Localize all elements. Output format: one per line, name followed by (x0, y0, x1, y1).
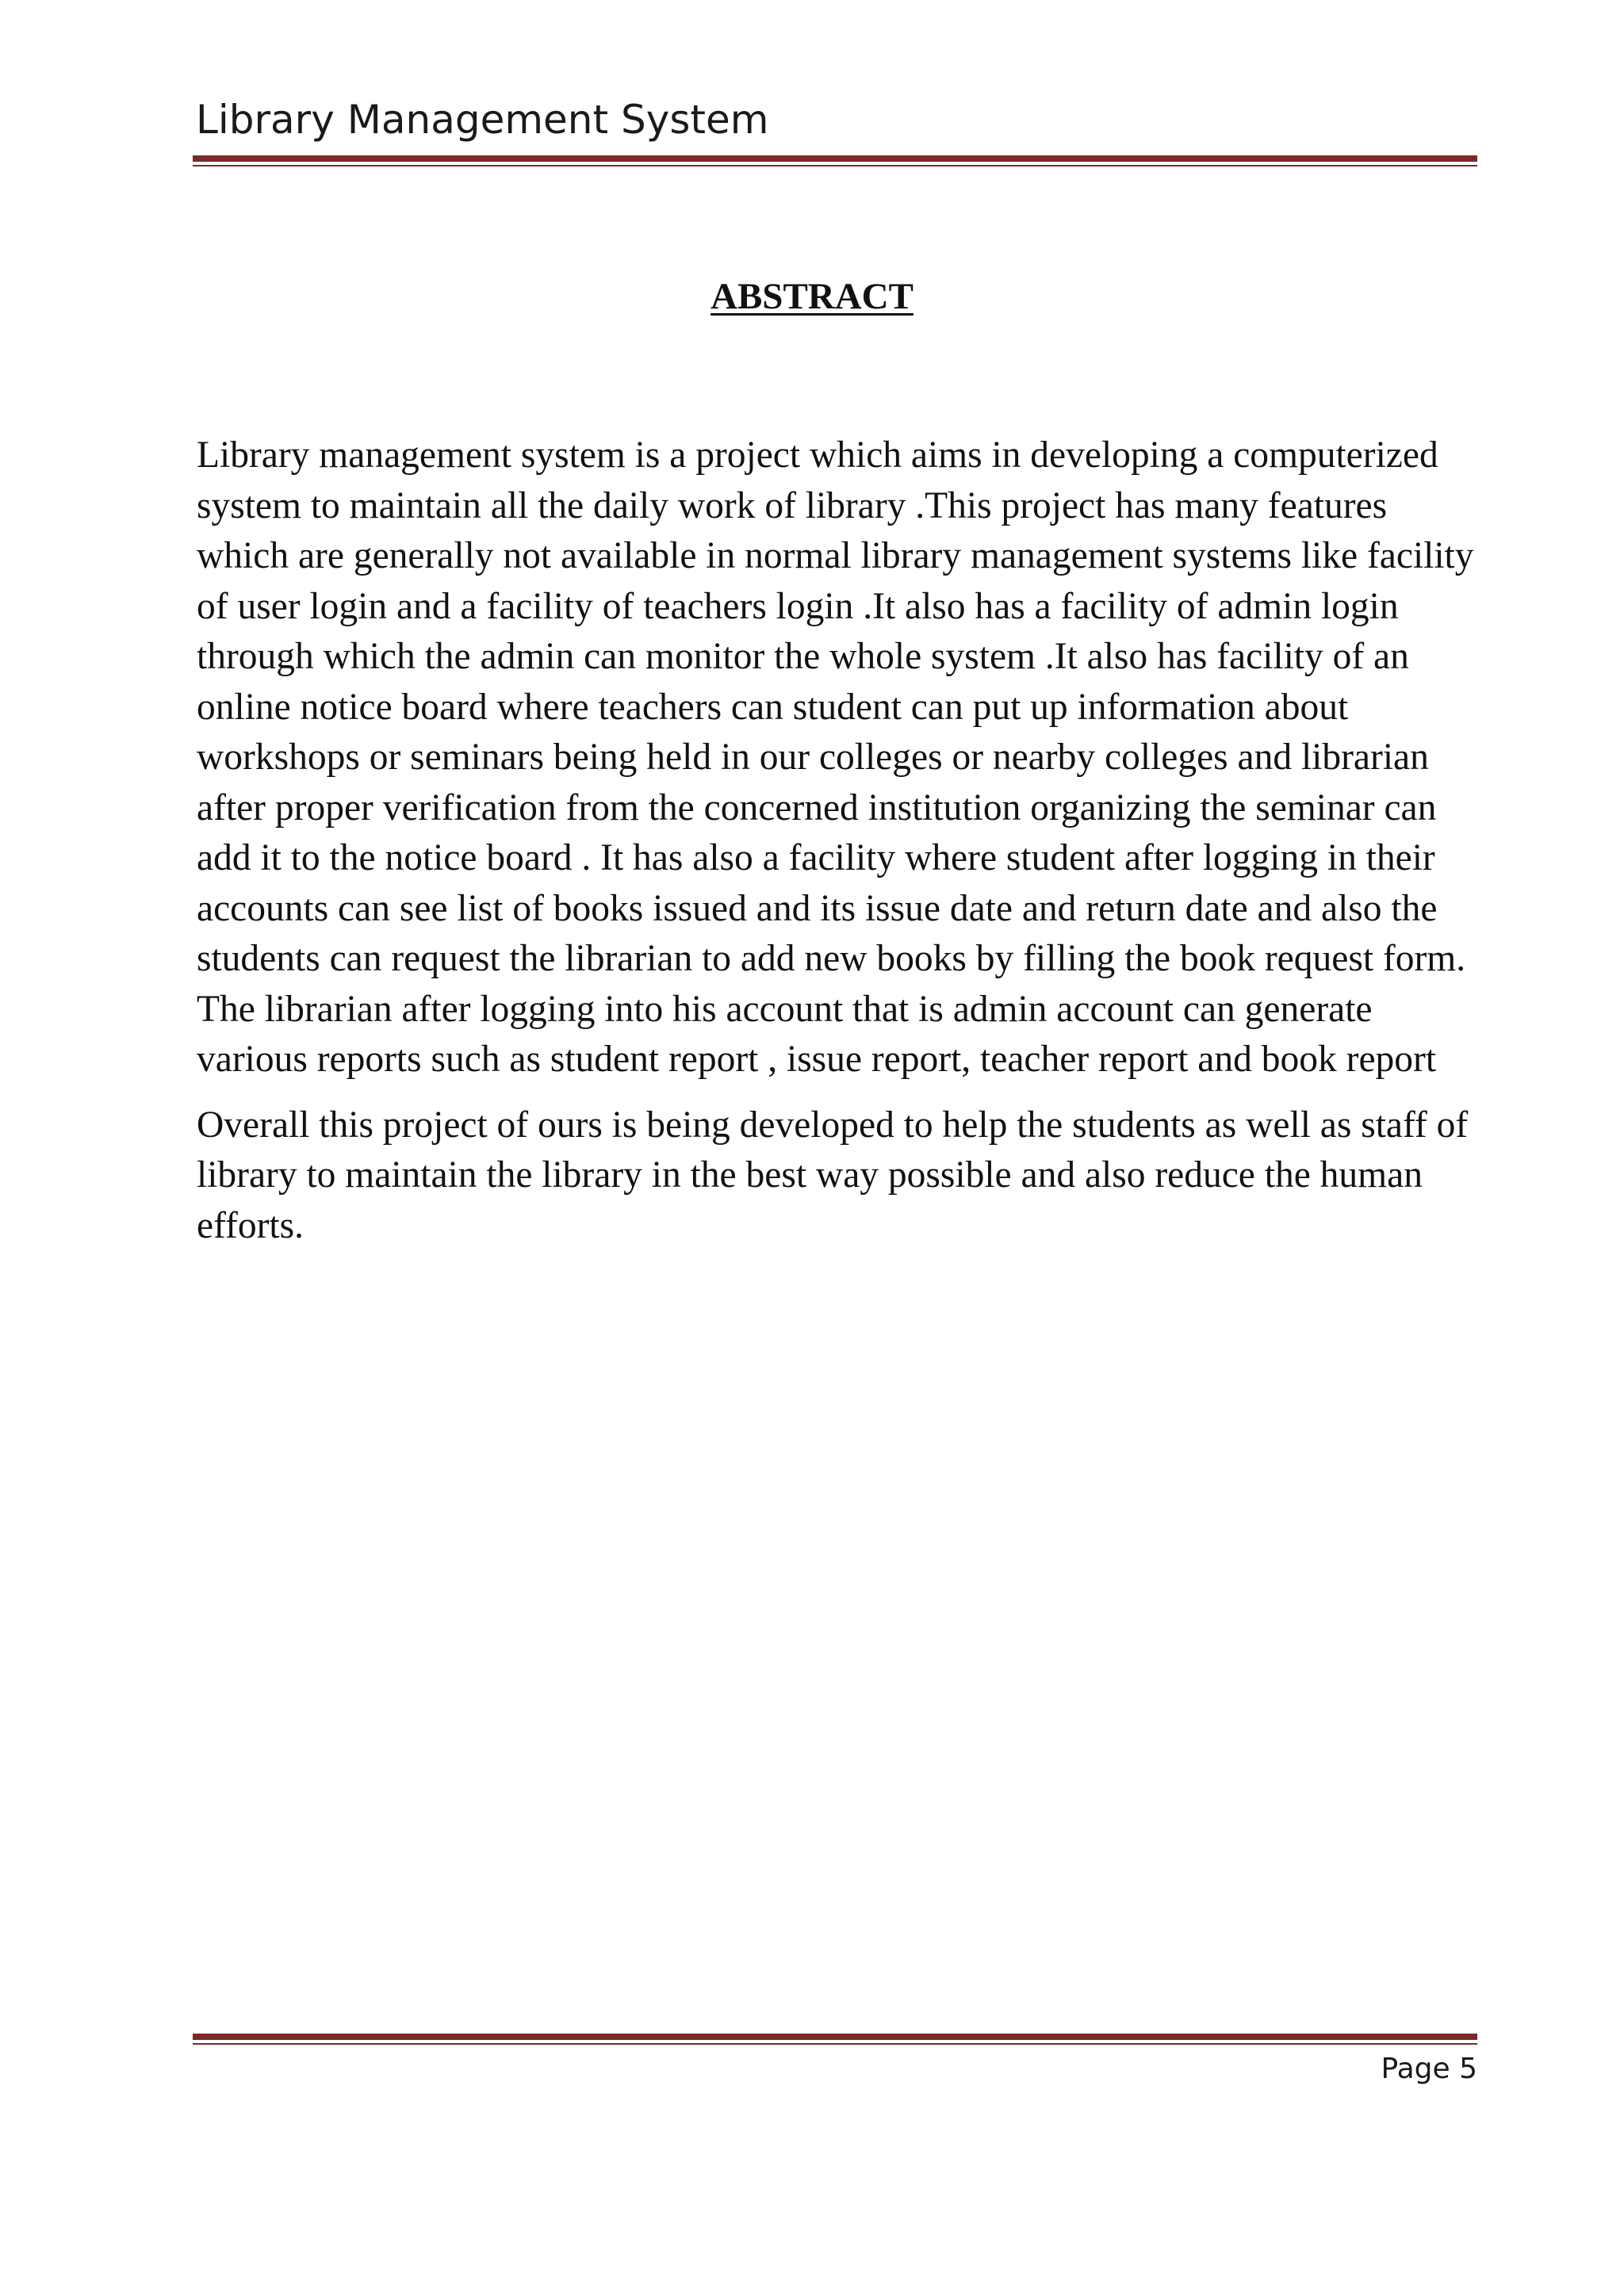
footer-rule-thin (193, 2043, 1477, 2045)
running-header-title: Library Management System (196, 97, 769, 143)
abstract-body (197, 430, 1481, 1266)
abstract-paragraph-2: Overall this project of ours is being developed to help the students as well as staff of library to maintain the library in the best way possible and also reduce the human efforts. (197, 1104, 1469, 1246)
section-heading (0, 275, 1624, 318)
page-number: Page 5 (1381, 2053, 1477, 2085)
header-rule-thick (193, 155, 1477, 162)
section-heading-text: ABSTRACT (710, 276, 914, 317)
footer-rule-thick (193, 2034, 1477, 2040)
header-rule-thin (193, 165, 1477, 166)
abstract-paragraph-1: Library management system is a project which aims in developing a computerized system to maintain all the daily work of library .This project has many features which are generally not available in normal library management systems like facility of user login and a facility of teachers login .It also has a facility of admin login through which the admin can monitor the whole system .It also has facility of an online notice board where teachers can student can put up information about workshops or seminars being held in our colleges or nearby colleges and librarian after proper verification from the concerned institution organizing the seminar can add it to the notice board . It has also a facility where student after logging in their accounts can see list of books issued and its issue date and return date and also the students can request the librarian to add new books by filling the book request form. The librarian after logging into his account that is admin account can generate various reports such as student report , issue report, teacher report and book report (197, 434, 1474, 1080)
